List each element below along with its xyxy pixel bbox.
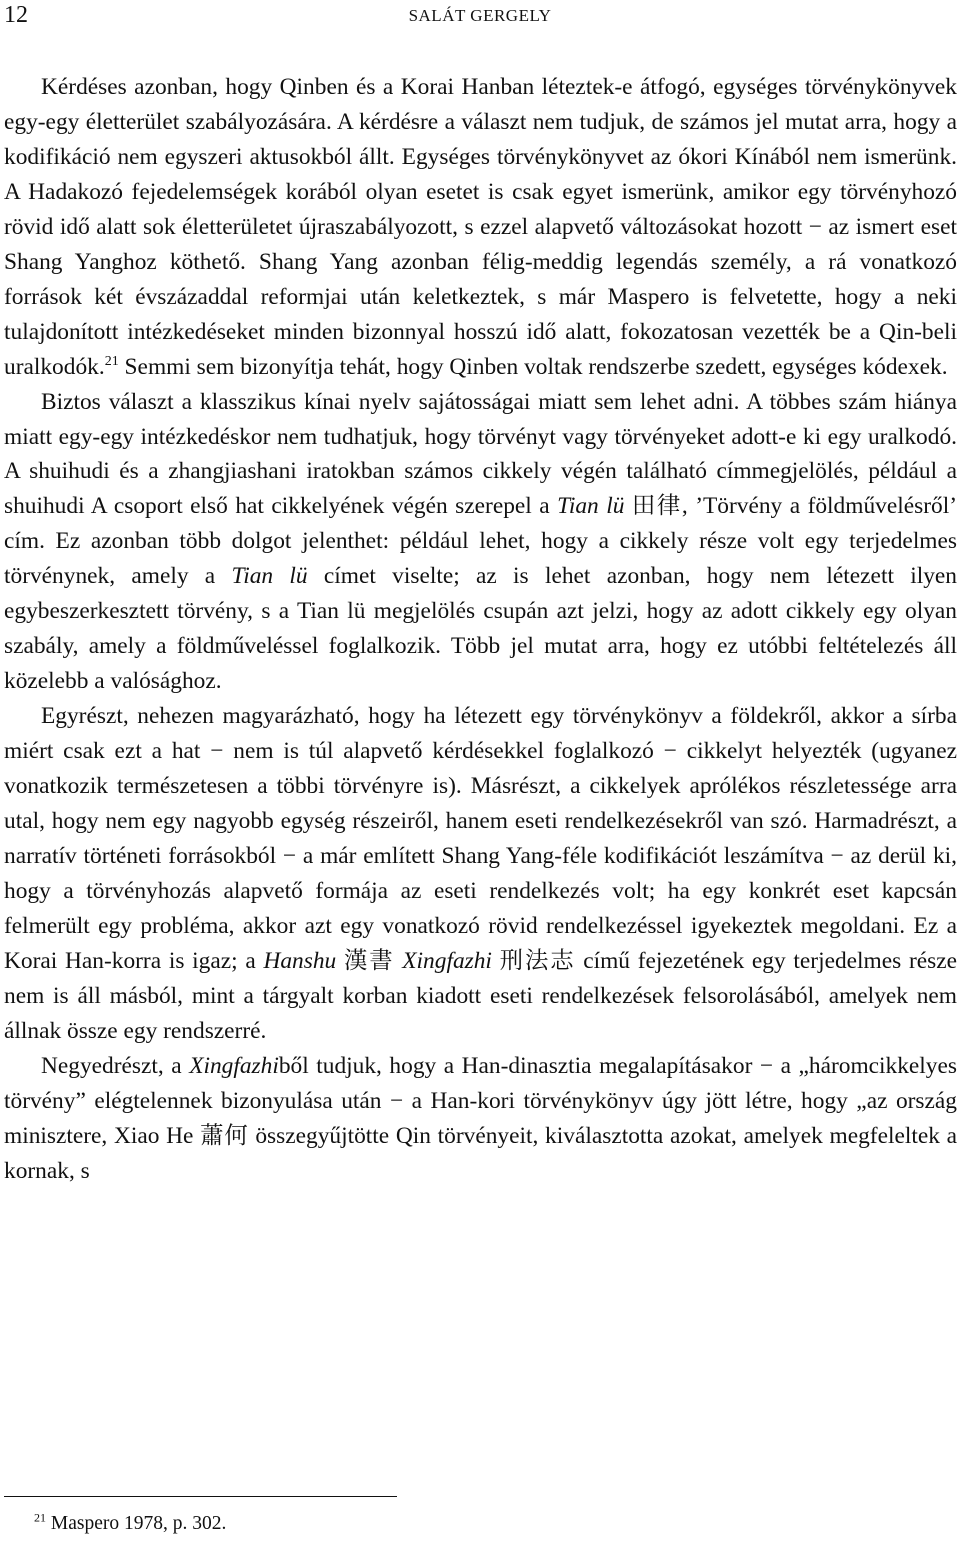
text-run: ből tudjuk, hogy a Han-dinasztia megalapításakor − a „háromcikkelyes törvény” elégtelennek bizonyulása után − a Han-kori törvénykönyv úgy jött létre, hogy „az ország minisztere, Xiao He 蕭何 összegyűjtötte Qin törvényeit, kiválasztotta azokat, amelyek megfeleltek a kornak, s (4, 1052, 957, 1184)
body-text (4, 70, 957, 1189)
italic-term: Tian lü (557, 493, 625, 520)
text-run: Semmi sem bizonyítja tehát, hogy Qinben voltak rendszerbe szedett, egységes kódexek. (118, 353, 948, 380)
paragraph-2 (4, 385, 957, 700)
text-run: Kérdéses azonban, hogy Qinben és a Korai Hanban léteztek-e átfogó, egységes törvénykönyvek egy-egy életterület szabályozására. A kérdésre a választ nem tudjuk, de számos jel mutat arra, hogy a kodifikáció nem egyszeri aktusokból állt. Egységes törvénykönyvet az ókori Kínából nem ismerünk. A Hadakozó fejedelemségek korából olyan esetet is csak egyet ismerünk, amikor egy törvényhozó rövid idő alatt sok életterületet újraszabályozott, s ezzel alapvető változásokat hozott − az ismert eset Shang Yanghoz köthető. Shang Yang azonban félig-meddig legendás személy, a rá vonatkozó források két évszázaddal reformjai után keletkeztek, s már Maspero is felvetette, hogy a neki tulajdonított intézkedéseket minden bizonnyal hosszú idő alatt, fokozatosan vezették be a Qin-beli uralkodók. (4, 74, 957, 380)
paragraph-3 (4, 699, 957, 1049)
text-run: Negyedrészt, a (41, 1052, 190, 1079)
page-number: 12 (4, 2, 28, 28)
text-run: 田律, ’Törvény a földművelésről’ cím. Ez azonban több dolgot jelenthet: például lehet, hogy a cikkely része volt egy terjedelmes törvénynek, amely a (4, 493, 957, 590)
paragraph-1 (4, 70, 957, 385)
paragraph-4 (4, 1049, 957, 1189)
footnote-number: 21 (34, 1510, 46, 1525)
text-run: 漢書 (336, 947, 403, 974)
text-run: címet viselte; az is lehet azonban, hogy nem létezett ilyen egybeszerkesztett törvény, s a Tian lü megjelölés csupán azt jelzi, hogy az adott cikkely egy olyan szabály, amely a földműveléssel foglalkozik. Több jel mutat arra, hogy ez utóbbi feltételezés áll közelebb a valósághoz. (4, 563, 958, 695)
page-header (0, 0, 960, 34)
text-run: Egyrészt, nehezen magyarázható, hogy ha létezett egy törvénykönyv a földekről, akkor a sírba miért csak ezt a hat − nem is túl alapvető kérdésekkel foglalkozó − cikkelyt helyezték (ugyanez vonatkozik természetesen a többi törvényre is). Másrészt, a cikkelyek aprólékos részletessége arra utal, hogy nem egy nagyobb egység részeiről, hanem eseti rendelkezésekről van szó. Harmadrészt, a narratív történeti forrásokból − a már említett Shang Yang-féle kodifikációt leszámítva − az derül ki, hogy a törvényhozás alapvető formája az eseti rendelkezés volt; ha egy konkrét eset kapcsán felmerült egy probléma, akkor azt egy vonatkozó rövid rendelkezéssel igyekeztek megoldani. Ez a Korai Han-korra is igaz; a (4, 703, 957, 974)
italic-term: Xingfazhi (189, 1052, 279, 1079)
italic-term: Xingfazhi (402, 947, 492, 974)
italic-term: Hanshu (263, 947, 337, 974)
text-run: 刑法志 című fejezetének egy terjedelmes része nem is áll másból, mint a tárgyalt korban kiadott eseti rendelkezések felsorolásából, amelyek nem állnak össze egy rendszerré. (4, 947, 957, 1044)
footnote-rule (4, 1496, 397, 1497)
text-run: Biztos választ a klasszikus kínai nyelv sajátosságai miatt sem lehet adni. A többes szám hiánya miatt egy-egy intézkedéskor nem tudhatjuk, hogy törvényt vagy törvényeket adott-e ki egy uralkodó. A shuihudi és a zhangjiashani iratokban számos cikkely végén található címmegjelölés, például a shuihudi A csoport első hat cikkelyének végén szerepel a (4, 388, 957, 520)
running-head: SALÁT GERGELY (408, 6, 552, 25)
italic-term: Tian lü (231, 563, 308, 590)
footnote-text: Maspero 1978, p. 302. (46, 1513, 227, 1534)
footnote (34, 1511, 226, 1537)
footnote-ref: 21 (104, 353, 119, 369)
